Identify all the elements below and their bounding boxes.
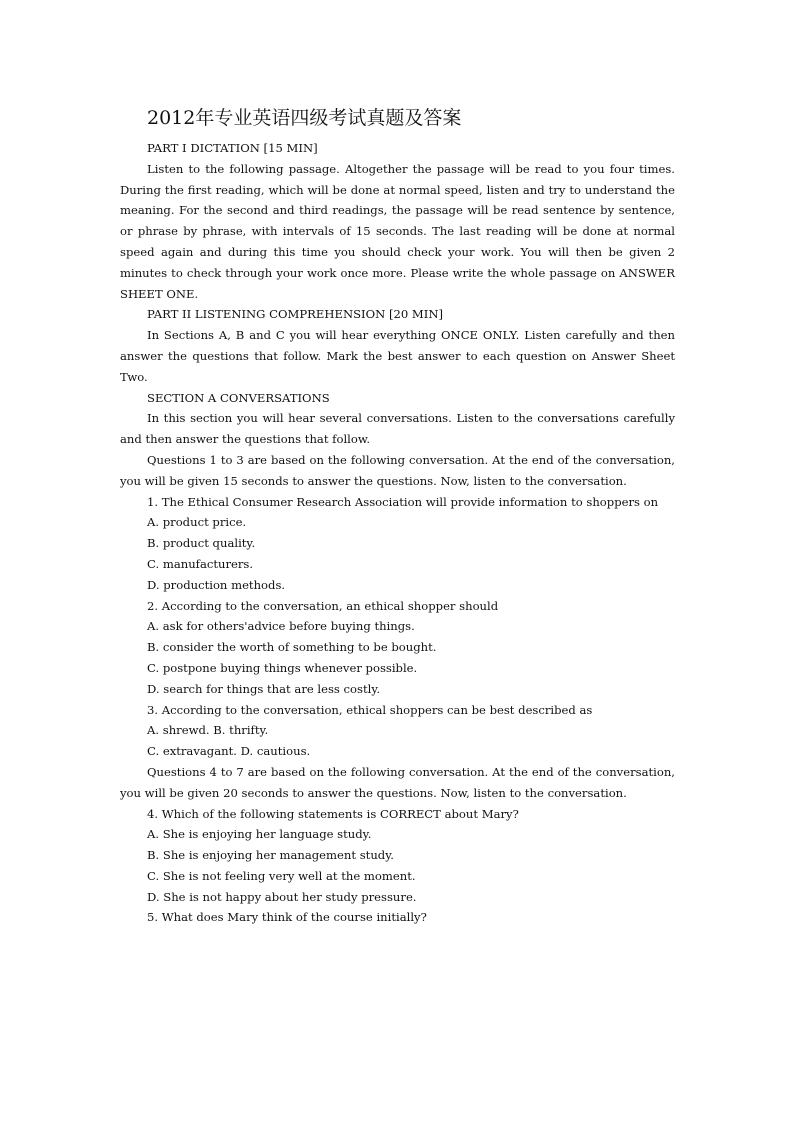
list-item: D. search for things that are less costly. (147, 681, 381, 696)
list-item: D. She is not happy about her study pressure. (147, 889, 417, 904)
paragraph: Questions 4 to 7 are based on the following conversation. At the end of the conversation, you will be given 20 seconds to answer the questions. Now, listen to the conversation. (120, 764, 675, 800)
list-item: C. She is not feeling very well at the moment. (147, 868, 416, 883)
list-item: A. shrewd. B. thrifty. (147, 723, 269, 738)
list-item: C. manufacturers. (147, 556, 254, 571)
paragraph: Listen to the following passage. Altogether the passage will be read to you four times. During the first reading, which will be done at normal speed, listen and try to understand the meaning. For the second and third readings, the passage will be read sentence by sentence, or phrase by phrase, with intervals of 15 seconds. The last reading will be done at normal speed again and during this time you should check your work. You will then be given 2 minutes to check through your work once more. Please write the whole passage on ANSWER SHEET ONE. (120, 161, 675, 301)
section-heading: PART I DICTATION [15 MIN] (147, 141, 318, 155)
document-content (120, 104, 675, 928)
list-item: 5. What does Mary think of the course initially? (147, 910, 427, 925)
document-title: 2012年专业英语四级考试真题及答案 (147, 107, 462, 129)
list-item: B. product quality. (147, 536, 256, 551)
list-item: C. extravagant. D. cautious. (147, 744, 311, 759)
document-body (120, 138, 675, 928)
list-item: 3. According to the conversation, ethical shoppers can be best described as (147, 702, 593, 717)
list-item: 4. Which of the following statements is CORRECT about Mary? (147, 806, 519, 821)
paragraph: 1. The Ethical Consumer Research Association will provide information to shoppers on (147, 494, 659, 509)
list-item: B. She is enjoying her management study. (147, 848, 394, 863)
list-item: D. production methods. (147, 577, 286, 592)
list-item: 2. According to the conversation, an ethical shopper should (147, 598, 499, 613)
paragraph: In Sections A, B and C you will hear everything ONCE ONLY. Listen carefully and then answer the questions that follow. Mark the best answer to each question on Answer Sheet Two. (120, 328, 675, 384)
paragraph: Questions 1 to 3 are based on the following conversation. At the end of the conversation, you will be given 15 seconds to answer the questions. Now, listen to the conversation. (120, 452, 675, 488)
paragraph: In this section you will hear several conversations. Listen to the conversations carefully and then answer the questions that follow. (120, 411, 675, 447)
list-item: A. product price. (147, 515, 247, 530)
section-heading: PART II LISTENING COMPREHENSION [20 MIN] (147, 307, 444, 322)
list-item: A. ask for others'advice before buying things. (147, 619, 415, 634)
list-item: B. consider the worth of something to be bought. (147, 640, 437, 655)
list-item: C. postpone buying things whenever possible. (147, 660, 418, 675)
section-heading: SECTION A CONVERSATIONS (147, 390, 330, 405)
list-item: A. She is enjoying her language study. (147, 827, 372, 842)
